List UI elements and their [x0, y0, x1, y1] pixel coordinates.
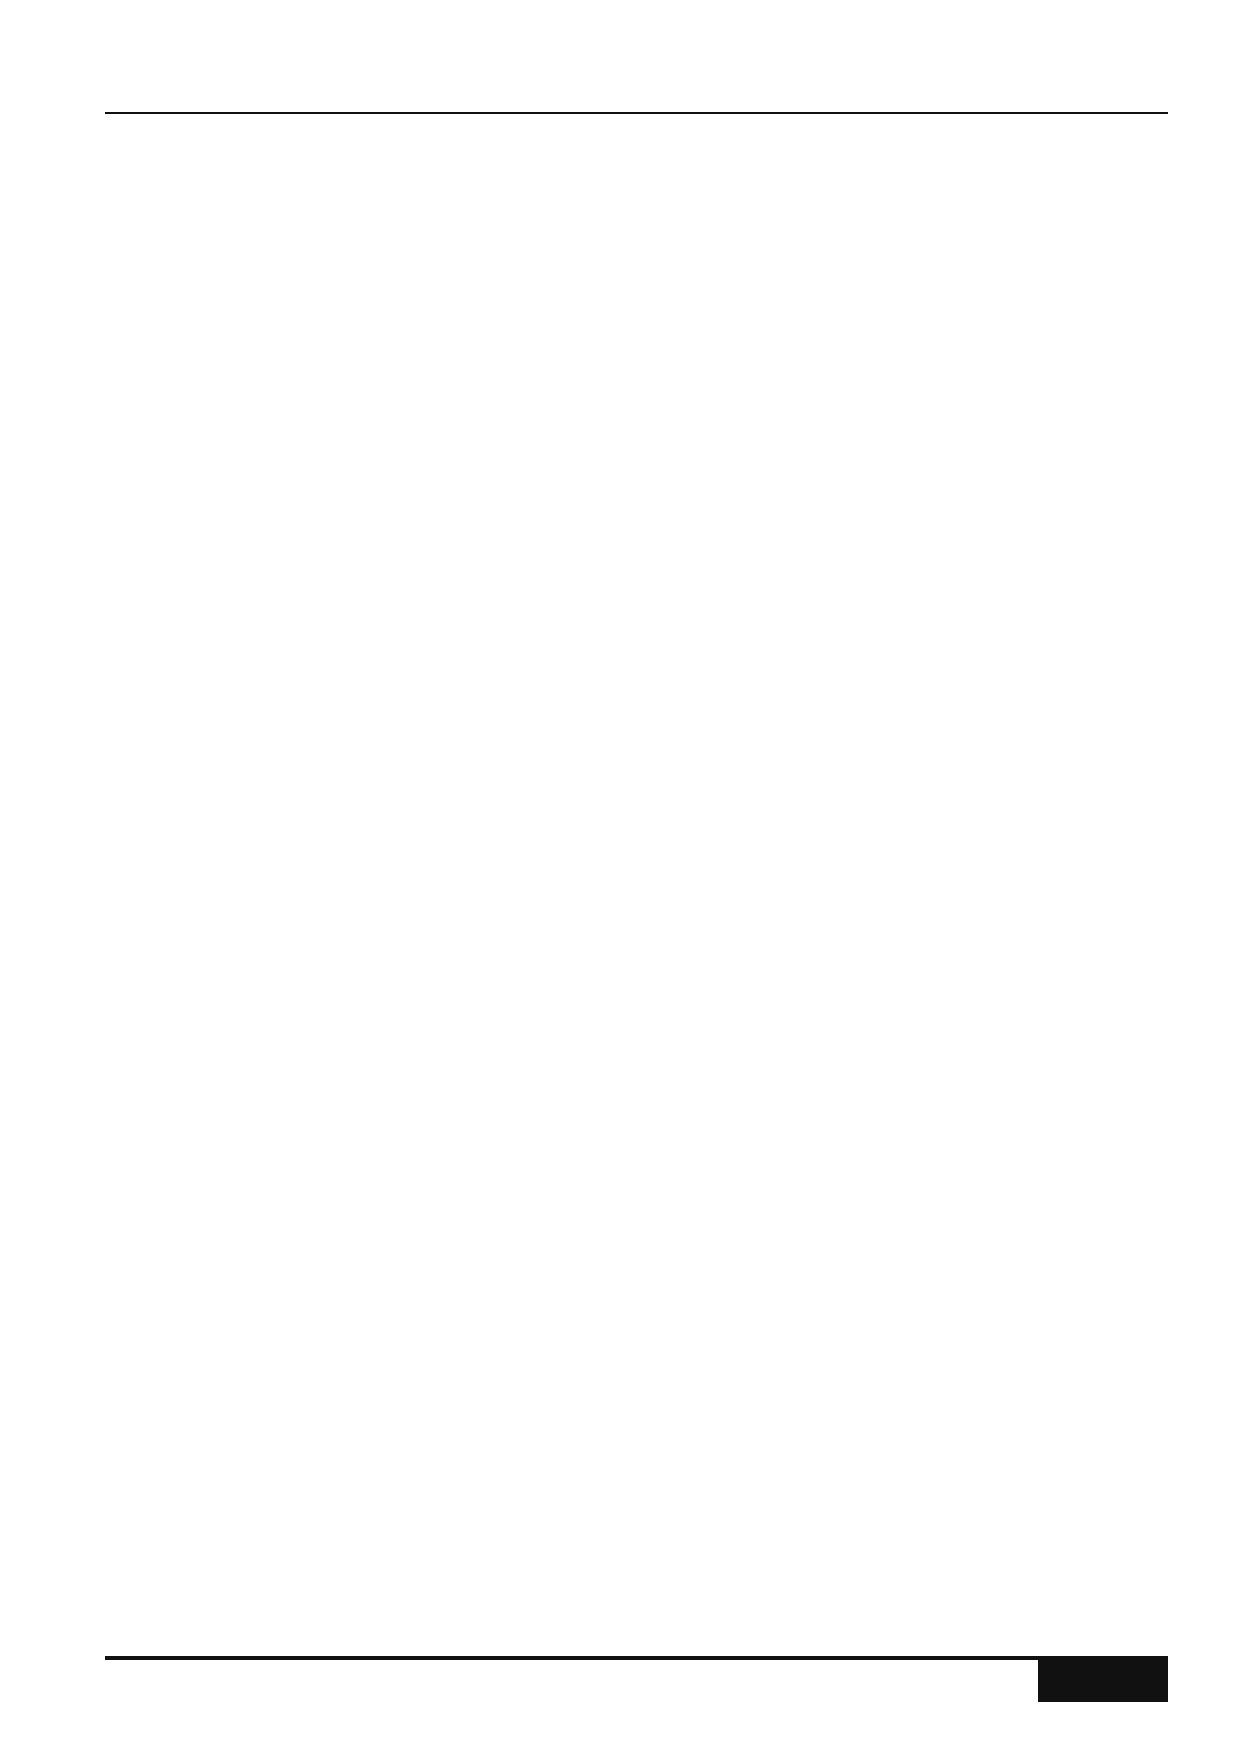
- page-number: [1038, 1660, 1168, 1702]
- footer-rule: [105, 1656, 1168, 1660]
